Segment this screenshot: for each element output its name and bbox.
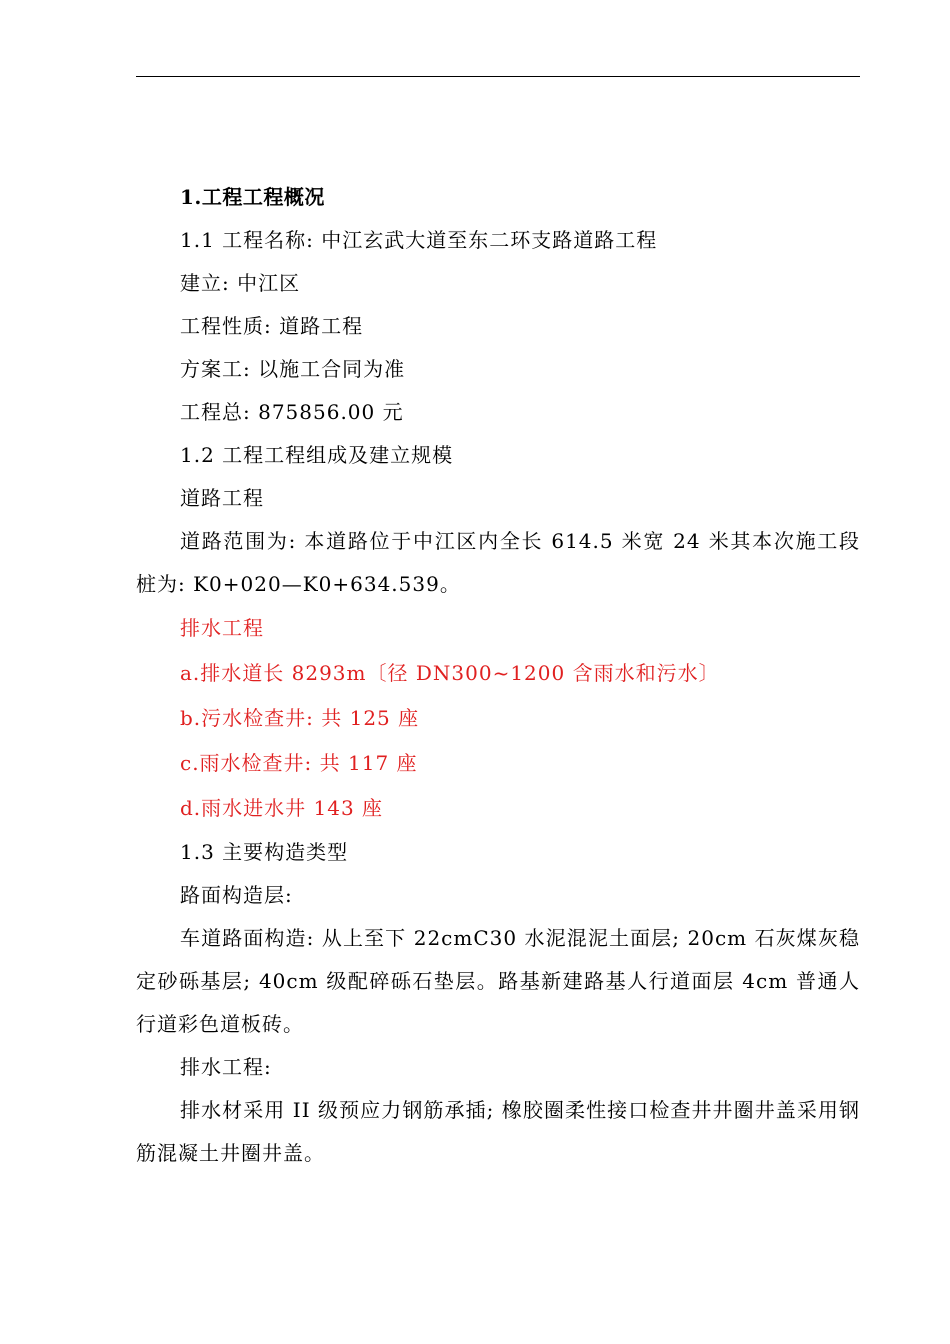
- document-body: [136, 176, 860, 1175]
- drain-heading: 排水工程: [180, 616, 264, 640]
- pavement-text: 车道路面构造: 从上至下 22cmC30 水泥混泥土面层; 20cm 石灰煤灰稳定砂砾基层; 40cm 级配碎砾石垫层。路基新建路基人行道面层 4cm 普通人行道彩色道板砖。: [136, 926, 860, 1036]
- project-name: 1.1 工程名称: 中江玄武大道至东二环支路道路工程: [180, 228, 658, 252]
- drain-item-d: d.雨水进水井 143 座: [180, 796, 384, 820]
- project-total: 工程总: 875856.00 元: [180, 400, 404, 424]
- project-nature: 工程性质: 道路工程: [180, 314, 364, 338]
- road-heading: 道路工程: [180, 486, 264, 510]
- drain-item-a: a.排水道长 8293m〔径 DN300~1200 含雨水和污水〕: [180, 661, 720, 685]
- drain-item-c: c.雨水检查井: 共 117 座: [180, 751, 418, 775]
- composition-heading: 1.2 工程工程组成及建立规模: [180, 443, 454, 467]
- road-scope: 道路范围为: 本道路位于中江区内全长 614.5 米宽 24 米其本次施工段桩为: K0+020—K0+634.539。: [136, 529, 860, 596]
- plan-note: 方案工: 以施工合同为准: [180, 357, 406, 381]
- structure-heading: 1.3 主要构造类型: [180, 840, 349, 864]
- overview-heading: 1.工程工程概况: [180, 185, 325, 209]
- drain-item-b: b.污水检查井: 共 125 座: [180, 706, 420, 730]
- pavement-heading: 路面构造层:: [180, 883, 293, 907]
- built-location: 建立: 中江区: [180, 271, 301, 295]
- drainage-heading: 排水工程:: [180, 1055, 272, 1079]
- drainage-text: 排水材采用 II 级预应力钢筋承插; 橡胶圈柔性接口检查井井圈井盖采用钢筋混凝土井圈井盖。: [136, 1098, 860, 1165]
- header-rule: [136, 76, 860, 77]
